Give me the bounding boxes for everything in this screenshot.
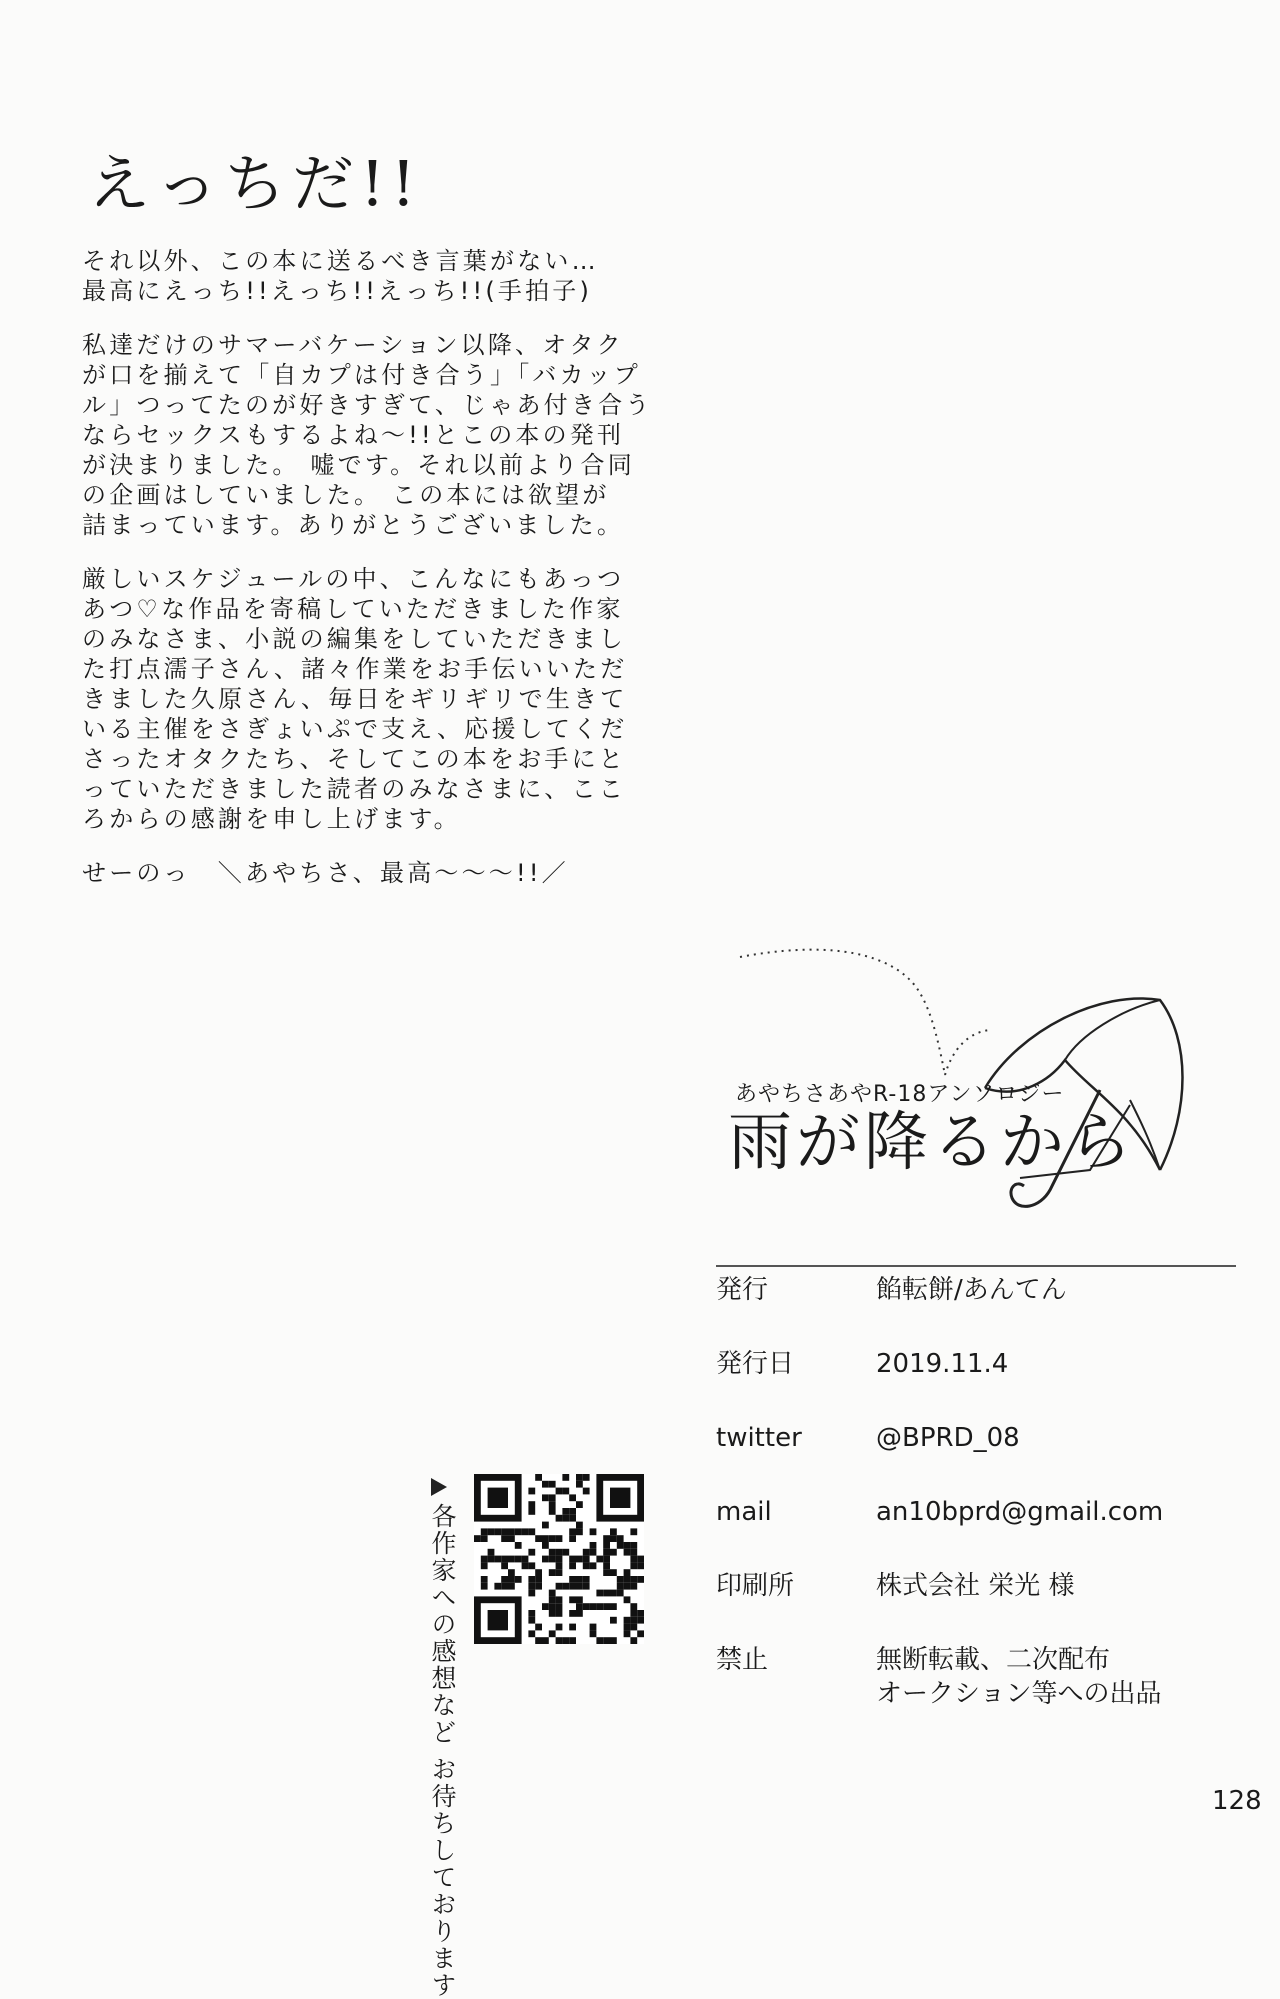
colophon-label: 発行日 [716,1349,795,1379]
colophon-label: 印刷所 [716,1571,795,1601]
colophon-label: twitter [716,1423,802,1453]
logo-subtitle: あやちさあやR-18アンソロジー [735,1082,1065,1107]
qr-note: 各作家への感想など お待ちしております [428,1503,457,1999]
paragraph-2: 私達だけのサマーバケーション以降、オタク が口を揃えて「自カプは付き合う」「バカップ ル」つってたのが好きすぎて、じゃあ付き合う ならセックスもするよね～!!とこの本の発刊 が決まりました。 嘘です。それ以前より合同 の企画はしていました。 この本には欲望が 詰まっています。ありがとうございました。 [82,331,653,539]
colophon-value: 株式会社 栄光 様 [876,1571,1075,1601]
twitter-handle: @BPRD_08 [876,1423,1020,1453]
cheer-line: せーのっ ＼あやちさ、最高～～～!!／ [82,859,569,887]
qr-code-icon[interactable] [474,1474,644,1644]
colophon-label: 発行 [716,1275,769,1305]
afterword-message [82,246,722,912]
page-number: 128 [1212,1786,1262,1816]
colophon-row [716,1415,1236,1489]
paragraph-1: それ以外、この本に送るべき言葉がない… 最高にえっち!!えっち!!えっち!!(手拍子) [82,247,599,305]
colophon-table [716,1265,1236,1711]
colophon-value: 無断転載、二次配布 オークション等への出品 [876,1645,1162,1709]
paragraph-3: 厳しいスケジュールの中、こんなにもあっつ あつ♡な作品を寄稿していただきました作家 のみなさま、小説の編集をしていただきまし た打点濡子さん、諸々作業をお手伝いいただ きました久原さん、毎日をギリギリで生きて いる主催をさぎょいぷで支え、応援してくだ さったオタクたち、そしてこの本をお手にと っていただきました読者のみなさまに、ここ ろからの感謝を申し上げます。 [82,565,628,833]
headline: えっちだ!! [88,147,422,220]
colophon-row [716,1267,1236,1341]
logo-title: 雨が降るから [728,1106,1136,1180]
colophon-value: 2019.11.4 [876,1349,1009,1379]
dotted-arc [740,950,945,1075]
mail-address: an10bprd@gmail.com [876,1497,1164,1527]
triangle-arrow-icon [431,1478,447,1496]
colophon-row [716,1563,1236,1637]
colophon-value: 餡転餅/あんてん [876,1275,1067,1305]
colophon-row [716,1489,1236,1563]
colophon-label: mail [716,1497,772,1527]
colophon-row [716,1341,1236,1415]
dotted-arc-small [945,1030,990,1075]
colophon-row [716,1637,1236,1711]
colophon-label: 禁止 [716,1645,769,1675]
